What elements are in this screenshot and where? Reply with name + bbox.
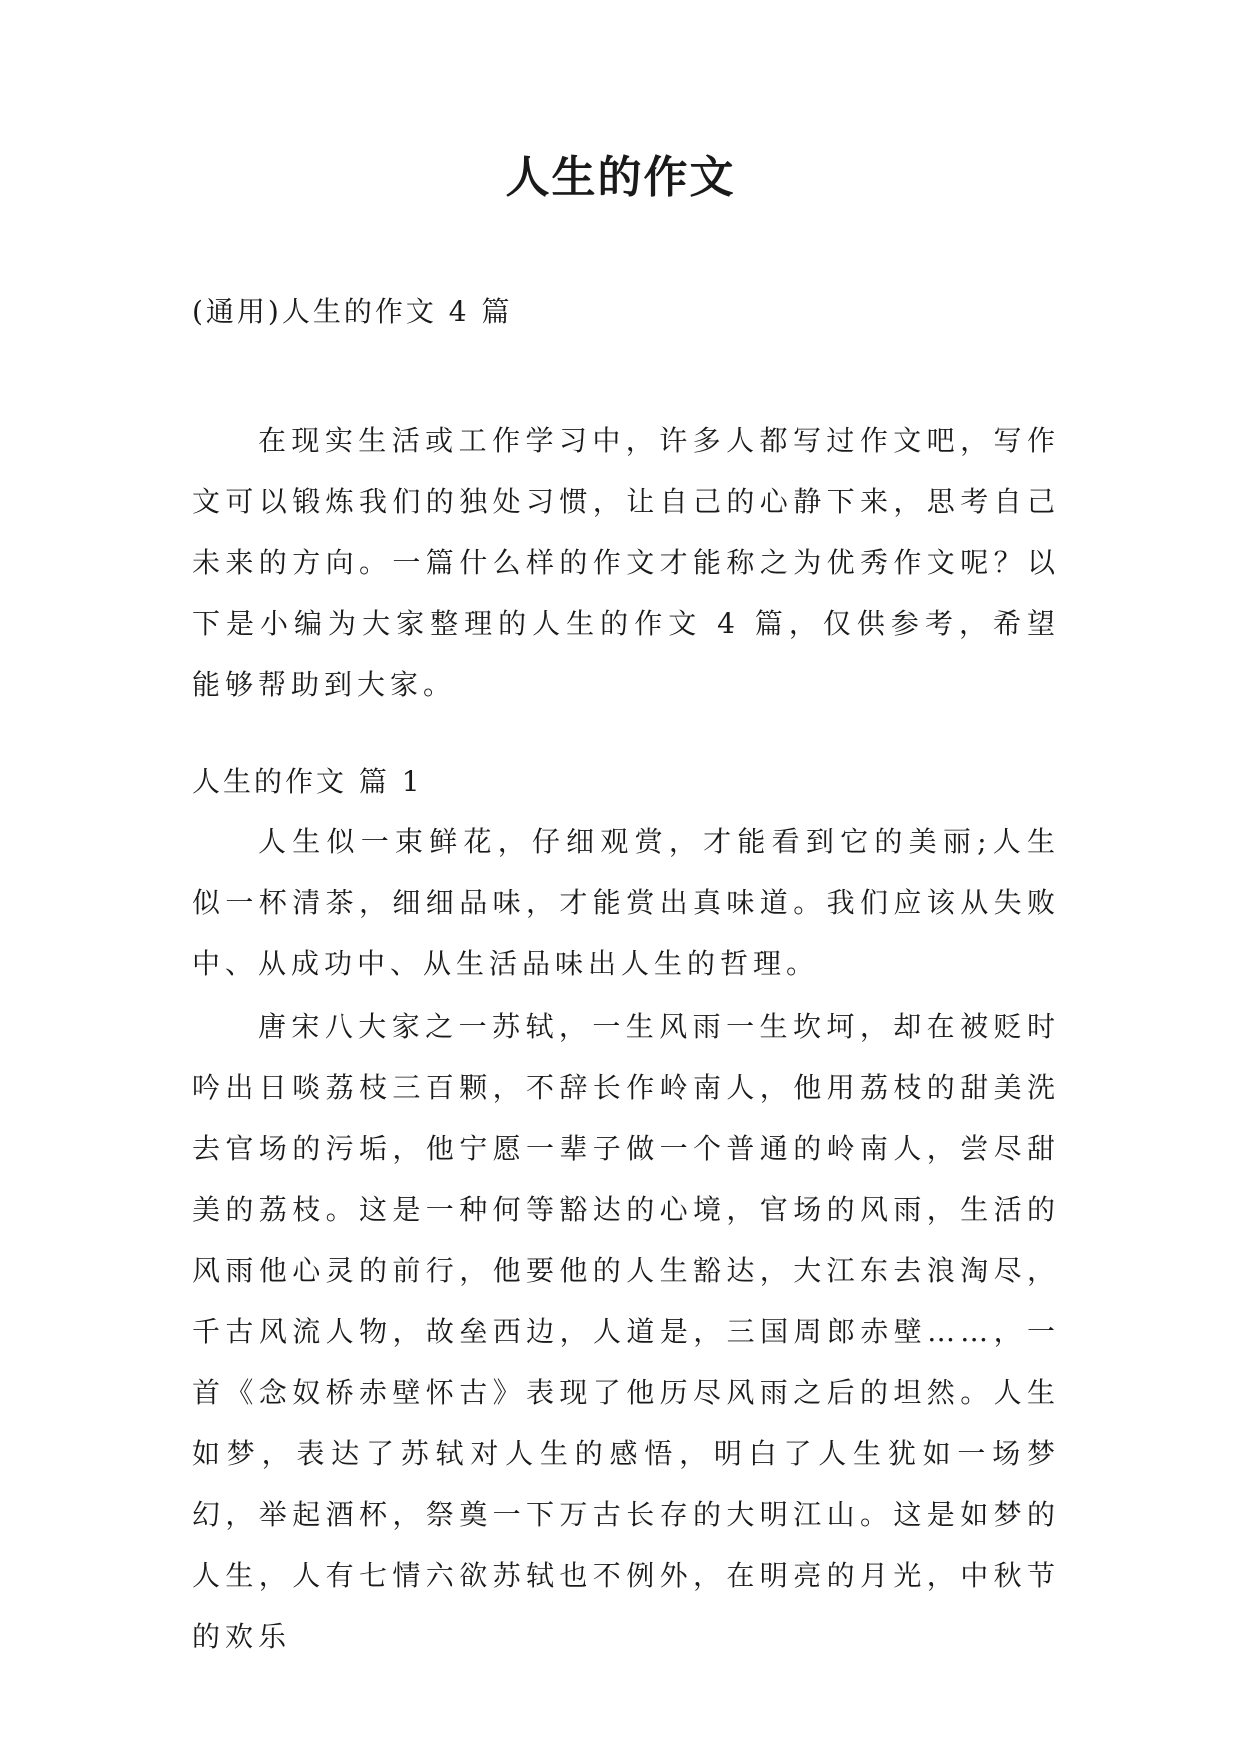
document-subtitle: (通用)人生的作文 4 篇 (192, 295, 513, 328)
body-paragraph: 唐宋八大家之一苏轼，一生风雨一生坎坷，却在被贬时吟出日啖荔枝三百颗，不辞长作岭南人，他用荔枝的甜美洗去官场的污垢，他宁愿一辈子做一个普通的岭南人，尝尽甜美的荔枝。这是一种何等豁达的心境，官场的风雨，生活的风雨他心灵的前行，他要他的人生豁达，大江东去浪淘尽，千古风流人物，故垒西边，人道是，三国周郎赤壁……，一首《念奴桥赤壁怀古》表现了他历尽风雨之后的坦然。人生如梦，表达了苏轼对人生的感悟，明白了人生犹如一场梦幻，举起酒杯，祭奠一下万古长存的大明江山。这是如梦的人生，人有七情六欲苏轼也不例外，在明亮的月光，中秋节的欢乐 (192, 1010, 1060, 1653)
document-title: 人生的作文 (505, 152, 736, 203)
intro-paragraph: 在现实生活或工作学习中，许多人都写过作文吧，写作文可以锻炼我们的独处习惯，让自己的心静下来，思考自己未来的方向。一篇什么样的作文才能称之为优秀作文呢？以下是小编为大家整理的人生的作文 4 篇，仅供参考，希望能够帮助到大家。 (192, 424, 1060, 701)
section-heading: 人生的作文 篇 1 (192, 765, 423, 798)
body-paragraph: 人生似一束鲜花，仔细观赏，才能看到它的美丽;人生似一杯清茶，细细品味，才能赏出真味道。我们应该从失败中、从成功中、从生活品味出人生的哲理。 (192, 825, 1060, 980)
